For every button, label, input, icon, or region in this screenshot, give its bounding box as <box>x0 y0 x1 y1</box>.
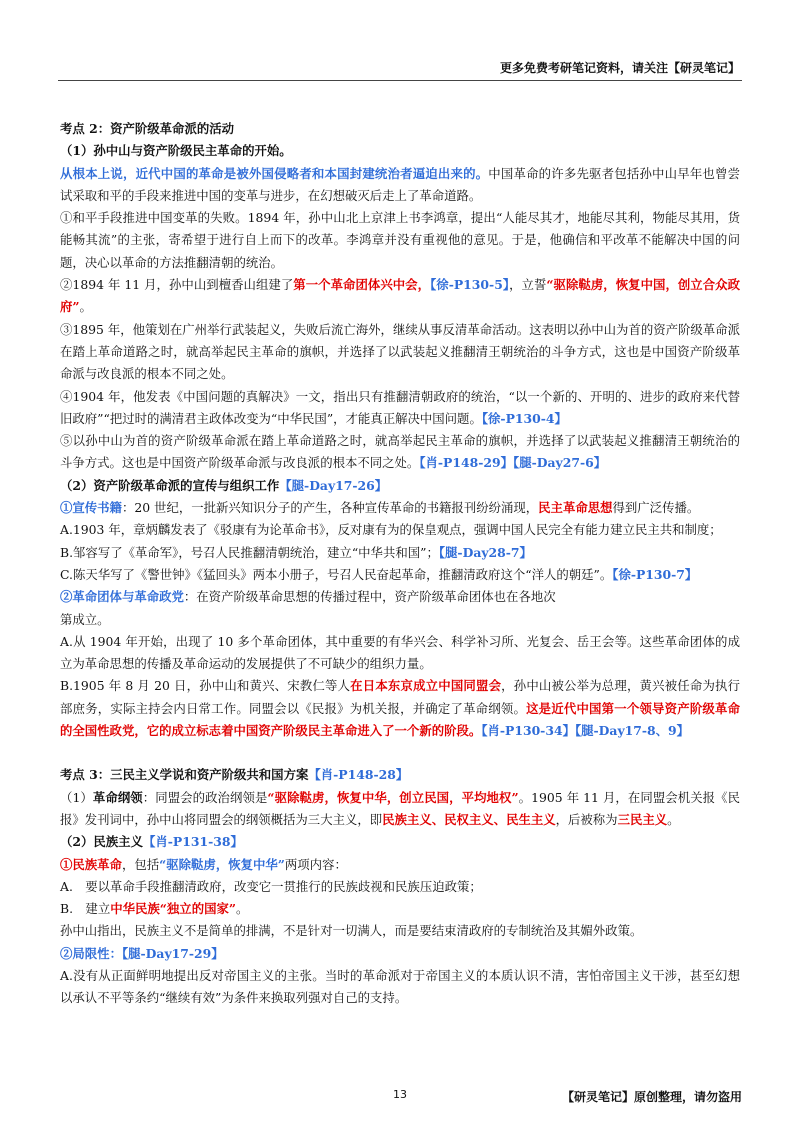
reference-tag: 【肖-P148-28】 <box>308 767 409 783</box>
paragraph: 孙中山指出，民族主义不是简单的排满，不是针对一切满人，而是要结束清政府的专制统治及其媚外政策。 <box>60 923 643 939</box>
paragraph: 第成立。 <box>60 611 110 627</box>
reference-tag: ：【腿-Day17-29】 <box>109 945 224 961</box>
paragraph: ①民族革命，包括“驱除鞑虏，恢复中华”两项内容： <box>60 856 347 872</box>
paragraph: B. 建立中华民族“独立的国家”。 <box>60 901 249 917</box>
reference-tag: 【徐-P130-4】 <box>481 410 567 426</box>
paragraph: B.邹容写了《革命军》，号召人民推翻清朝统治，建立“中华共和国”；【腿-Day28-7】 <box>60 544 532 560</box>
paragraph: ⑤以孙中山为首的资产阶级革命派在踏上革命道路之时，就高举起民主革命的旗帜，并选择了以武装起义推翻清王朝统治的斗争方式。这也是中国资产阶级革命派与改良派的根本不同之处。【肖-P148-29】【腿-Day27-6】 <box>60 433 740 471</box>
paragraph: A.1903 年，章炳麟发表了《驳康有为论革命书》，反对康有为的保皇观点，强调中国人民完全有能力建立民主共和制度； <box>60 522 722 538</box>
reference-tag: 【徐-P130-7】 <box>612 566 698 582</box>
reference-tag: 【腿-Day17-26】 <box>279 477 388 493</box>
paragraph: C.陈天华写了《警世钟》《猛回头》两本小册子，号召人民奋起革命，推翻清政府这个“洋人的朝廷”。【徐-P130-7】 <box>60 566 698 582</box>
header-rule <box>58 80 742 81</box>
subsection-title: （2）资产阶级革命派的宣传与组织工作【腿-Day17-26】 <box>60 477 388 493</box>
section-title: 考点 3：三民主义学说和资产阶级共和国方案【肖-P148-28】 <box>60 767 409 783</box>
footer-note: 【研灵笔记】原创整理，请勿盗用 <box>561 1090 742 1104</box>
paragraph: 从根本上说，近代中国的革命是被外国侵略者和本国封建统治者逼迫出来的。中国革命的许多先驱者包括孙中山早年也曾尝试采取和平的手段来推进中国的变革与进步，在幻想破灭后走上了革命道路。 <box>60 165 741 203</box>
paragraph: ④1904 年，他发表《中国问题的真解决》一文，指出只有推翻清朝政府的统治，“以一个新的、开明的、进步的政府来代替旧政府”“把过时的满清君主政体改变为“中华民国”，才能真正解决中国问题。【徐-P130-4】 <box>60 388 740 426</box>
reference-tag: 【腿-Day28-7】 <box>438 544 532 560</box>
subsection-title: （1）孙中山与资产阶级民主革命的开始。 <box>60 143 292 159</box>
paragraph: A.从 1904 年开始，出现了 10 多个革命团体，其中重要的有华兴会、科学补习所、光复会、岳王会等。这些革命团体的成立为革命思想的传播及革命运动的发展提供了不可缺少的组织力量。 <box>60 633 740 672</box>
page-content <box>60 118 740 1010</box>
paragraph: （1）革命纲领：同盟会的政治纲领是“驱除鞑虏，恢复中华，创立民国，平均地权”。1905 年 11 月，在同盟会机关报《民报》发刊词中，孙中山将同盟会的纲领概括为三大主义，即民族主义、民权主义、民生主义，后被称为三民主义。 <box>60 789 741 827</box>
paragraph: ①和平手段推进中国变革的失败。1894 年，孙中山北上京津上书李鸿章，提出“人能尽其才，地能尽其利，物能尽其用，货能畅其流”的主张，寄希望于进行自上而下的改革。李鸿章并没有重视他的意见。于是，他确信和平改革不能解决中国的问题，决心以革命的方法推翻清朝的统治。 <box>60 210 740 270</box>
subsection-title: （2）民族主义【肖-P131-38】 <box>60 834 243 850</box>
paragraph: B.1905 年 8 月 20 日，孙中山和黄兴、宋教仁等人在日本东京成立中国同盟会，孙中山被公举为总理，黄兴被任命为执行部庶务，实际主持会内日常工作。同盟会以《民报》为机关报，并确定了革命纲领。这是近代中国第一个领导资产阶级革命的全国性政党，它的成立标志着中国资产阶级民主革命进入了一个新的阶段。【肖-P130-34】【腿-Day17-8、9】 <box>60 678 741 739</box>
paragraph: A. 要以革命手段推翻清政府，改变它一贯推行的民族歧视和民族压迫政策； <box>60 878 482 894</box>
reference-tag: 【肖-P131-38】 <box>142 834 243 850</box>
page-number: 13 <box>393 1088 407 1101</box>
paragraph: ②革命团体与革命政党：在资产阶级革命思想的传播过程中，资产阶级革命团体也在各地次 <box>60 589 556 605</box>
paragraph: ①宣传书籍：20 世纪，一批新兴知识分子的产生，各种宣传革命的书籍报刊纷纷涌现，民主革命思想得到广泛传播。 <box>60 500 700 516</box>
reference-tag: 【肖-P130-34】【腿-Day17-8、9】 <box>481 723 690 739</box>
paragraph: ②1894 年 11 月，孙中山到檀香山组建了第一个革命团体兴中会，【徐-P130-5】，立誓“驱除鞑虏，恢复中国，创立合众政府”。 <box>60 277 740 315</box>
section-title: 考点 2：资产阶级革命派的活动 <box>60 121 235 136</box>
reference-tag: 【肖-P148-29】【腿-Day27-6】 <box>419 455 607 471</box>
paragraph: ③1895 年，他策划在广州举行武装起义，失败后流亡海外，继续从事反清革命活动。这表明以孙中山为首的资产阶级革命派在踏上革命道路之时，就高举起民主革命的旗帜，并选择了以武装起义推翻清王朝统治的斗争方式，这也是中国资产阶级革命派与改良派的根本不同之处。 <box>60 321 740 382</box>
paragraph: A.没有从正面鲜明地提出反对帝国主义的主张。当时的革命派对于帝国主义的本质认识不清，害怕帝国主义干涉，甚至幻想以承认不平等条约“继续有效”为条件来换取列强对自己的支持。 <box>60 967 740 1006</box>
paragraph: ②局限性：【腿-Day17-29】 <box>60 945 224 961</box>
page-header: 更多免费考研笔记资料，请关注【研灵笔记】 <box>499 61 740 75</box>
reference-tag: 【徐-P130-5】 <box>430 277 510 293</box>
